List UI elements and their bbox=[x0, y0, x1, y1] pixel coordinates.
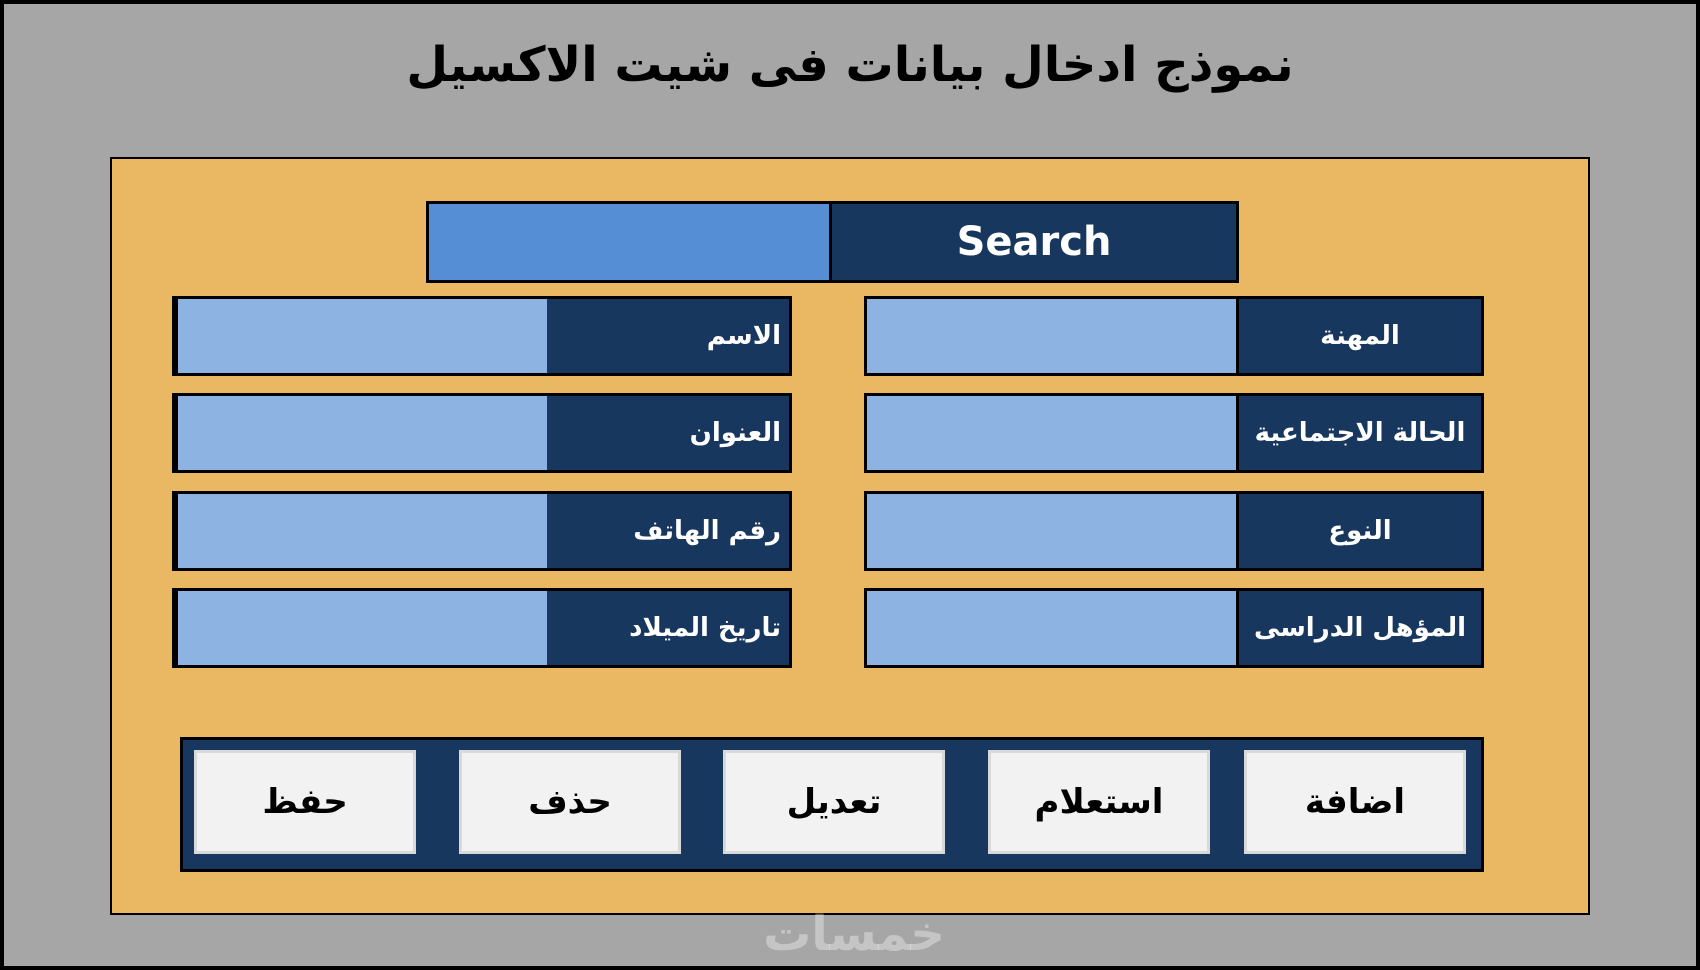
field-gender-input[interactable] bbox=[867, 494, 1239, 568]
save-button[interactable]: حفظ bbox=[194, 750, 416, 854]
field-profession-input[interactable] bbox=[867, 299, 1239, 373]
field-name-input[interactable] bbox=[175, 299, 547, 373]
field-profession bbox=[864, 296, 1484, 376]
field-name bbox=[172, 296, 792, 376]
add-button[interactable]: اضافة bbox=[1244, 750, 1466, 854]
field-marital-status-input[interactable] bbox=[867, 396, 1239, 470]
search-button[interactable]: Search bbox=[832, 204, 1236, 280]
field-address bbox=[172, 393, 792, 473]
field-phone-label: رقم الهاتف bbox=[633, 516, 781, 546]
action-buttons-bar bbox=[180, 737, 1484, 872]
field-marital-status bbox=[864, 393, 1484, 473]
field-name-label: الاسم bbox=[706, 321, 781, 351]
field-birthdate-input[interactable] bbox=[175, 591, 547, 665]
delete-button[interactable]: حذف bbox=[459, 750, 681, 854]
field-profession-label: المهنة bbox=[1320, 321, 1400, 351]
watermark-logo: خمسات bbox=[763, 906, 945, 962]
field-gender-label: النوع bbox=[1328, 516, 1392, 546]
field-birthdate-label: تاريخ الميلاد bbox=[629, 613, 781, 643]
field-gender bbox=[864, 491, 1484, 571]
field-birthdate bbox=[172, 588, 792, 668]
page-title: نموذج ادخال بيانات فى شيت الاكسيل bbox=[406, 37, 1294, 93]
field-education bbox=[864, 588, 1484, 668]
search-bar bbox=[426, 201, 1239, 283]
search-input[interactable] bbox=[429, 204, 832, 280]
field-address-input[interactable] bbox=[175, 396, 547, 470]
field-education-input[interactable] bbox=[867, 591, 1239, 665]
data-entry-form-panel bbox=[110, 157, 1590, 915]
edit-button[interactable]: تعديل bbox=[723, 750, 945, 854]
field-phone-input[interactable] bbox=[175, 494, 547, 568]
query-button[interactable]: استعلام bbox=[988, 750, 1210, 854]
field-address-label: العنوان bbox=[689, 418, 781, 448]
field-marital-status-label: الحالة الاجتماعية bbox=[1254, 418, 1466, 448]
field-education-label: المؤهل الدراسى bbox=[1253, 613, 1467, 643]
field-phone bbox=[172, 491, 792, 571]
